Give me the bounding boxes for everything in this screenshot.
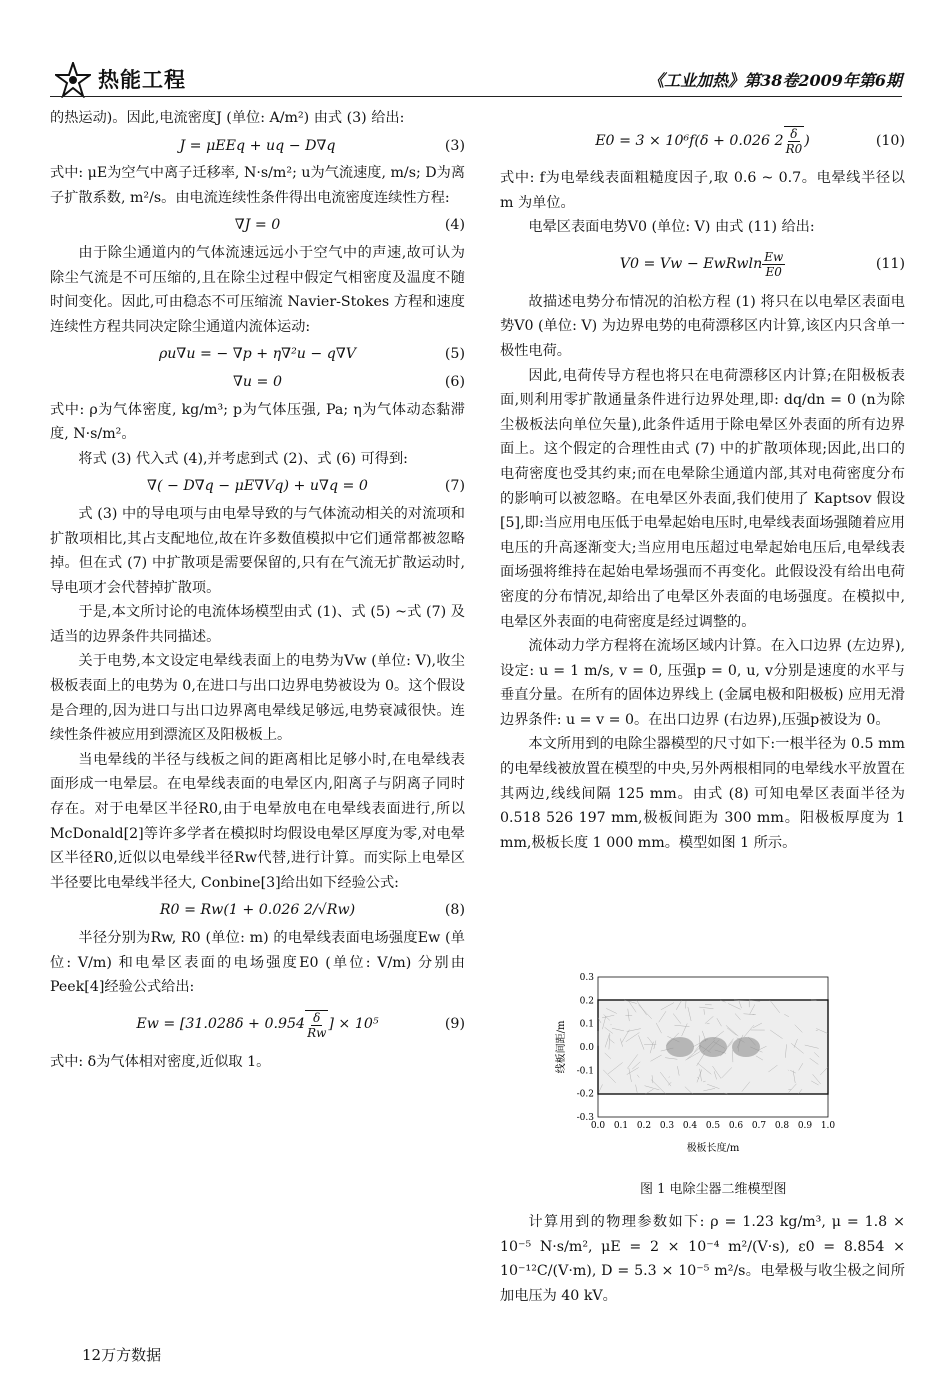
y-tick-label: -0.3: [576, 1113, 594, 1123]
paragraph: 式 (3) 中的导电项与由电晕导致的与气体流动相关的对流项和扩散项相比,其占支配地位,故在许多数值模拟中它们通常都被忽略掉。但在式 (7) 中扩散项是需要保留的,只有在气流无扩散运动时,导电项才会代替掉扩散项。: [50, 505, 465, 596]
x-tick-label: 0.5: [705, 1121, 721, 1131]
paragraph: 式中: δ为气体相对密度,近似取 1。: [50, 1053, 271, 1070]
paragraph: 流体动力学方程将在流场区域内计算。在入口边界 (左边界),设定: u = 1 m/s, v = 0, 压强p = 0, u, v分别是速度的水平与垂直分量。在所有的固体边界线上 (金属电极和阳极板) 应用无滑边界条件: u = v = 0。在出口边界 (右边界),压强p被设为 0。: [500, 638, 905, 728]
equation-10: E0 = 3 × 10⁶f(δ + 0.026 2 $\frac{\delta}{R0}$ ) (10): [595, 127, 905, 156]
sqrt-sign: $\frac{\delta}{R0}$: [785, 127, 803, 156]
paragraph: 关于电势,本文设定电晕线表面上的电势为Vw (单位: V),收尘极板表面上的电势为 0,在进口与出口边界电势被设为 0。这个假设是合理的,因为进口与出口边界离电晕线足够远,电势衰减很快。连续性条件被应用到漂流区及阳极板上。: [50, 653, 465, 744]
y-tick-label: -0.1: [576, 1066, 594, 1077]
x-tick-label: 0.3: [659, 1121, 675, 1131]
page-footer: 12万方数据: [82, 1346, 162, 1364]
paragraph: 故描述电势分布情况的泊松方程 (1) 将只在以电晕区表面电势V0 (单位: V) 为边界电势的电荷漂移区内计算,该区内只含单一极性电荷。: [500, 293, 905, 359]
x-axis-ticks: [591, 1121, 836, 1131]
x-tick-label: 0.9: [797, 1121, 813, 1131]
y-tick-label: -0.2: [576, 1089, 594, 1100]
right-column-bottom: [500, 1210, 905, 1308]
paragraph: 因此,电荷传导方程也将只在电荷漂移区内计算;在阳极板表面,则利用零扩散通量条件进行边界处理,即: dq/dn = 0 (n为除尘极板法向单位矢量),此条件适用于除电晕区外表面的所有边界面上。这个假定的合理性由式 (7) 中的扩散项体现;因此,出口的电荷密度也受其约束;而在电晕除尘通道内部,其对电荷密度分布的影响可以被忽略。在电晕区外表面,我们使用了 Kaptsov 假设[5],即:当应用电压低于电晕起始电压时,电晕线表面场强随着应用电压的升高逐渐变大;当应用电压超过电晕起始电压后,电晕线表面场强将维持在起始电晕场强而不再变化。此假设没有给出电荷密度的分布情况,却给出了电晕区外表面的电场强度。在模拟中,电晕区外表面的电荷密度是经过调整的。: [500, 367, 905, 630]
x-tick-label: 1.0: [820, 1121, 836, 1131]
paragraph: 式中: ρ为气体密度, kg/m³; p为气体压强, Pa; η为气体动态黏滞度, N·s/m²。: [50, 401, 465, 443]
paragraph: 式中: μE为空气中离子迁移率, N·s/m²; u为气流速度, m/s; D为离子扩散系数, m²/s。由电流连续性条件得出电流密度连续性方程:: [50, 165, 466, 206]
paragraph: 本文所用到的电除尘器模型的尺寸如下:一根半径为 0.5 mm 的电晕线被放置在模型的中央,另外两根相同的电晕线水平放置在其两边,线线间隔 125 mm。由式 (8) 可知电晕区表面半径为 0.518 526 197 mm,极板间距为 300 mm。阳极板厚度为 1 mm,极板长度 1 000 mm。模型如图 1 所示。: [500, 736, 905, 851]
journal-issue: 《工业加热》第38卷2009年第6期: [648, 71, 902, 90]
figure-caption: 图 1 电除尘器二维模型图: [640, 1182, 787, 1197]
header-divider: [50, 96, 902, 97]
right-column: [500, 116, 905, 855]
x-tick-label: 0.6: [728, 1121, 744, 1131]
journal-section-title: 热能工程: [98, 68, 186, 92]
y-tick-label: 0.3: [579, 973, 594, 983]
x-axis-label: 极板长度/m: [686, 1143, 740, 1154]
y-tick-label: 0.1: [579, 1019, 594, 1030]
x-tick-label: 0.2: [636, 1121, 652, 1131]
y-axis-ticks: [577, 973, 595, 1123]
figure-1-mesh-plot: [548, 965, 838, 1155]
x-tick-label: 0.1: [613, 1121, 629, 1131]
paragraph: 电晕区表面电势V0 (单位: V) 由式 (11) 给出:: [528, 219, 815, 236]
corona-wire-mesh-clusters: [666, 1037, 760, 1057]
equation-3: J = μEEq + uq − D∇q (3): [179, 137, 465, 154]
equation-4: ∇J = 0 (4): [234, 217, 465, 234]
sqrt-sign: $\frac{\delta}{Rw}$: [307, 1010, 327, 1040]
x-tick-label: 0.7: [751, 1121, 767, 1131]
paragraph: 当电晕线的半径与线板之间的距离相比足够小时,在电晕线表面形成一电晕层。在电晕线表面的电晕区内,阳离子与阴离子同时存在。对于电晕区半径R0,由于电晕放电在电晕线表面进行,所以 McDonald[2]等许多学者在模拟时均假设电晕区厚度为零,对电晕区半径R0,近似以电晕线半径Rw代替,进行计算。而实际上电晕区半径要比电晕线半径大, Conbine[3]给出如下经验公式:: [50, 751, 465, 891]
paragraph: 于是,本文所讨论的电流体场模型由式 (1)、式 (5) ~式 (7) 及适当的边界条件共同描述。: [50, 604, 465, 645]
y-tick-label: 0.0: [579, 1043, 594, 1053]
equation-8: R0 = Rw(1 + 0.026 2/√Rw) (8): [159, 902, 465, 919]
wire-cluster-center: [699, 1037, 727, 1057]
equation-6: ∇u = 0 (6): [233, 373, 465, 390]
wire-cluster-right: [732, 1037, 760, 1057]
paragraph: 将式 (3) 代入式 (4),并考虑到式 (2)、式 (6) 可得到:: [78, 450, 408, 467]
x-tick-label: 0.8: [774, 1121, 790, 1131]
equation-5: ρu∇u = − ∇p + η∇²u − q∇V (5): [158, 346, 465, 363]
paragraph: 计算用到的物理参数如下: ρ = 1.23 kg/m³, μ = 1.8 × 10⁻⁵ N·s/m², μE = 2 × 10⁻⁴ m²/(V·s), ε0 = 8.854 × 10⁻¹²C/(V·m), D = 5.3 × 10⁻⁵ m²/s。电晕极与收尘极之间所加电压为 40 kV。: [500, 1214, 905, 1304]
wire-cluster-left: [666, 1037, 694, 1057]
x-tick-label: 0.4: [682, 1121, 698, 1131]
paragraph: 由于除尘通道内的气体流速远远小于空气中的声速,故可认为除尘气流是不可压缩的,且在除尘过程中假定气相密度及温度不随时间变化。因此,可由稳态不可压缩流 Navier-Stokes 方程和速度连续性方程共同决定除尘通道内流体运动:: [50, 244, 465, 335]
equation-9: Ew = [31.028δ + 0.954 $\frac{\delta}{Rw}$ ] × 10⁵ (9): [136, 1010, 465, 1040]
y-tick-label: 0.2: [579, 996, 594, 1007]
paragraph: 式中: f为电晕线表面粗糙度因子,取 0.6 ~ 0.7。电晕线半径以 m 为单位。: [500, 170, 905, 211]
paragraph: 的热运动)。因此,电流密度J (单位: A/m²) 由式 (3) 给出:: [50, 110, 405, 126]
paragraph: 半径分别为Rw, R0 (单位: m) 的电晕线表面电场强度Ew (单位: V/m) 和电晕区表面的电场强度E0 (单位: V/m) 分别由 Peek[4]经验公式给出:: [50, 930, 465, 996]
equation-7: ∇( − D∇q − μE∇Vq) + u∇q = 0 (7): [147, 478, 465, 495]
x-tick-label: 0.0: [590, 1121, 606, 1131]
journal-logo-icon: [55, 62, 91, 98]
left-column: [50, 106, 465, 1074]
y-axis-label: 线板间距/m: [556, 1020, 567, 1074]
equation-11: V0 = Vw − EwRwln $\frac{Ew}{E0}$ (11): [619, 250, 905, 280]
